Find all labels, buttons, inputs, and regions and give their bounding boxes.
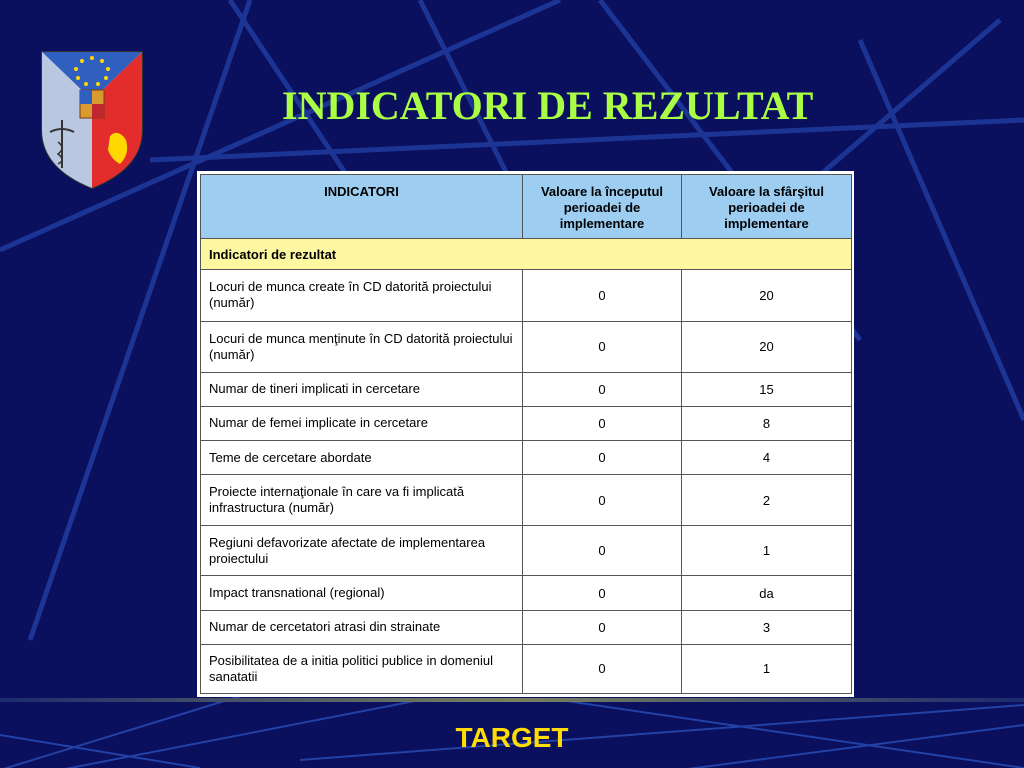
- indicator-cell: Numar de cercetatori atrasi din strainate: [201, 610, 523, 644]
- indicator-cell: Teme de cercetare abordate: [201, 440, 523, 474]
- start-value-cell: 0: [523, 270, 682, 321]
- section-row: [201, 239, 852, 270]
- start-value-cell: 0: [523, 440, 682, 474]
- start-value-cell: 0: [523, 475, 682, 526]
- table-header-row: [201, 175, 852, 239]
- indicator-cell: Locuri de munca menţinute în CD datorită proiectului (număr): [201, 321, 523, 372]
- indicator-cell: Locuri de munca create în CD datorită proiectului (număr): [201, 270, 523, 321]
- indicator-cell: Numar de femei implicate in cercetare: [201, 406, 523, 440]
- start-value-cell: 0: [523, 644, 682, 693]
- end-value-cell: 2: [682, 475, 852, 526]
- end-value-cell: 1: [682, 526, 852, 576]
- start-value-cell: 0: [523, 526, 682, 576]
- section-label: Indicatori de rezultat: [201, 239, 852, 270]
- indicator-cell: Posibilitatea de a initia politici publice in domeniul sanatatii: [201, 644, 523, 693]
- table-row: [201, 576, 852, 610]
- start-value-cell: 0: [523, 406, 682, 440]
- start-value-cell: 0: [523, 576, 682, 610]
- footer-label: TARGET: [455, 722, 569, 753]
- indicator-cell: Regiuni defavorizate afectate de implementarea proiectului: [201, 526, 523, 576]
- start-value-cell: 0: [523, 321, 682, 372]
- table-row: [201, 406, 852, 440]
- end-value-cell: 20: [682, 321, 852, 372]
- column-header-end-value: Valoare la sfârşitul perioadei de implementare: [682, 175, 852, 239]
- table-row: [201, 270, 852, 321]
- table-row: [201, 526, 852, 576]
- end-value-cell: da: [682, 576, 852, 610]
- end-value-cell: 4: [682, 440, 852, 474]
- indicators-table-panel: [197, 171, 854, 697]
- indicator-cell: Numar de tineri implicati in cercetare: [201, 372, 523, 406]
- table-row: [201, 321, 852, 372]
- table-row: [201, 372, 852, 406]
- indicator-cell: Impact transnational (regional): [201, 576, 523, 610]
- column-header-indicators: INDICATORI: [201, 175, 523, 239]
- end-value-cell: 15: [682, 372, 852, 406]
- start-value-cell: 0: [523, 372, 682, 406]
- end-value-cell: 1: [682, 644, 852, 693]
- end-value-cell: 3: [682, 610, 852, 644]
- table-row: [201, 440, 852, 474]
- indicators-table: [200, 174, 852, 694]
- table-row: [201, 475, 852, 526]
- page-title: INDICATORI DE REZULTAT: [282, 83, 814, 128]
- footer-divider: [0, 698, 1024, 702]
- table-row: [201, 644, 852, 693]
- start-value-cell: 0: [523, 610, 682, 644]
- column-header-start-value: Valoare la începutul perioadei de implementare: [523, 175, 682, 239]
- end-value-cell: 20: [682, 270, 852, 321]
- table-row: [201, 610, 852, 644]
- coat-of-arms-icon: [40, 50, 144, 190]
- indicator-cell: Proiecte internaţionale în care va fi implicată infrastructura (număr): [201, 475, 523, 526]
- end-value-cell: 8: [682, 406, 852, 440]
